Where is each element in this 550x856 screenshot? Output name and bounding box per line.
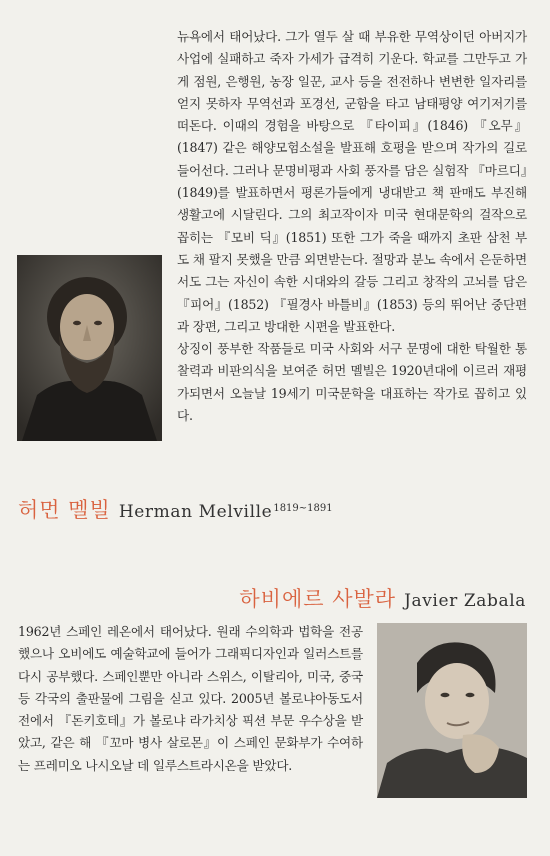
- zabala-bio: [18, 621, 363, 777]
- zabala-portrait-image: [377, 623, 527, 798]
- zabala-portrait: [377, 623, 527, 798]
- melville-years: 1819~1891: [273, 502, 333, 514]
- melville-name-english: Herman Melville: [118, 502, 273, 522]
- melville-bio: [177, 26, 527, 427]
- melville-name-line: [18, 494, 333, 524]
- melville-name-korean: 허먼 멜빌: [18, 498, 111, 522]
- zabala-name-korean: 하비에르 사발라: [239, 587, 397, 611]
- zabala-bio-paragraph: 1962년 스페인 레온에서 태어났다. 원래 수의학과 법학을 전공했으나 오비에도 예술학교에 들어가 그래픽디자인과 일러스트를 다시 공부했다. 스페인뿐만 아니라 스위스, 이탈리아, 미국, 중국 등 각국의 출판물에 그림을 싣고 있다. 2005년 볼로냐아동도서전에서 『돈키호테』가 볼로냐 라가치상 픽션 부문 우수상을 받았고, 같은 해 『꼬마 병사 살로몬』이 스페인 문화부가 수여하는 프레미오 나시오날 데 일루스트라시온을 받았다.: [18, 624, 363, 773]
- melville-bio-paragraph: 뉴욕에서 태어났다. 그가 열두 살 때 부유한 무역상이던 아버지가 사업에 실패하고 죽자 가세가 급격히 기운다. 학교를 그만두고 가게 점원, 은행원, 농장 일꾼, 교사 등을 전전하나 변변한 일자리를 얻지 못하자 무역선과 포경선, 군함을 타고 남태평양 여기저기를 떠돈다. 이때의 경험을 바탕으로 『타이피』(1846) 『오무』(1847) 같은 해양모험소설을 발표해 호평을 받으며 작가의 길로 들어선다. 그러나 문명비평과 사회 풍자를 담은 실험작 『마르디』(1849)를 발표하면서 평론가들에게 냉대받고 책 판매도 부진해 생활고에 시달린다. 그의 최고작이자 미국 현대문학의 걸작으로 꼽히는 『모비 딕』(1851) 또한 그가 죽을 때까지 초판 삼천 부도 채 팔지 못했을 만큼 외면받는다. 절망과 분노 속에서 은둔하면서도 그는 자신이 속한 시대와의 갈등 그리고 창작의 고뇌를 담은 『피어』(1852) 『필경사 바틀비』(1853) 등의 뛰어난 중단편과 장편, 그리고 방대한 시편을 발표한다.: [177, 29, 527, 334]
- zabala-name-english: Javier Zabala: [404, 591, 526, 611]
- melville-bio-paragraph: 상징이 풍부한 작품들로 미국 사회와 서구 문명에 대한 탁월한 통찰력과 비판의식을 보여준 허먼 멜빌은 1920년대에 이르러 재평가되면서 오늘날 19세기 미국문학을 대표하는 작가로 꼽히고 있다.: [177, 341, 527, 424]
- zabala-name-line: [239, 583, 526, 613]
- melville-portrait: [17, 255, 162, 441]
- melville-portrait-image: [17, 255, 162, 441]
